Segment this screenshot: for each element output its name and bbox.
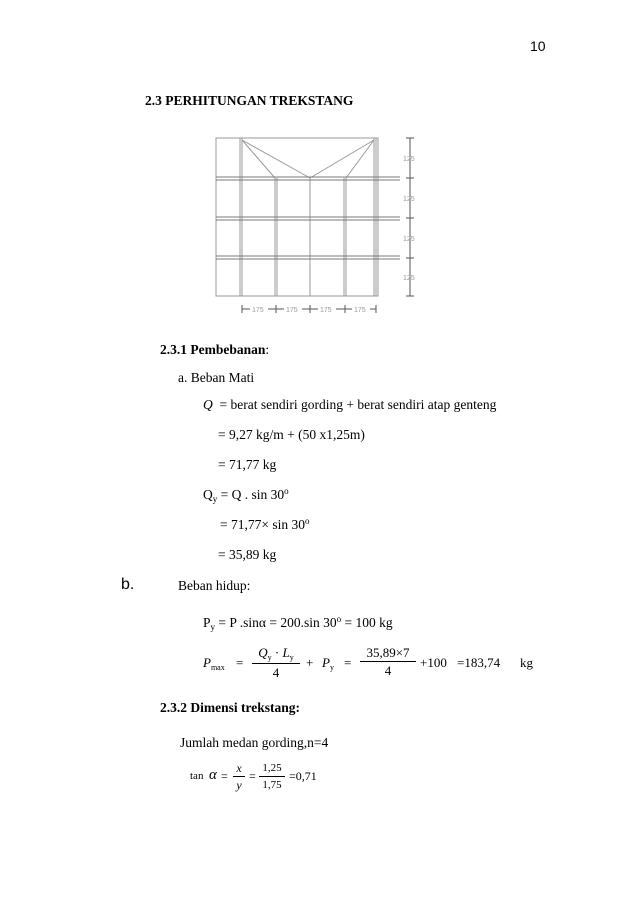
pmax-frac1-q-sub: y	[267, 653, 272, 662]
tan-frac1-bar	[233, 776, 245, 777]
pmax-frac2-denominator: 4	[384, 663, 392, 678]
qy-calc-degree: o	[304, 516, 310, 526]
tan-frac2-numerator: 1,25	[262, 762, 282, 774]
hdim-1: 175	[252, 307, 264, 314]
pmax-unit: kg	[520, 655, 533, 670]
subsection-pembebanan-title: 2.3.1 Pembebanan	[160, 342, 266, 357]
tan-frac1-numerator: x	[236, 761, 242, 775]
qy-result-line: = 35,89 kg	[218, 547, 277, 562]
diagonal-2	[242, 140, 310, 178]
tan-result: =0,71	[289, 769, 317, 783]
q-calc-line: = 9,27 kg/m + (50 x1,25m)	[218, 427, 365, 442]
pmax-frac1-q: Q	[258, 645, 268, 660]
subsection-pembebanan	[160, 342, 269, 358]
b-marker: b.	[121, 576, 135, 593]
q-definition-text: = berat sendiri gording + berat sendiri atap genteng	[219, 397, 497, 412]
hdim-2: 175	[286, 307, 298, 314]
pmax-eq2: =	[344, 655, 352, 670]
q-symbol: Q	[203, 397, 213, 412]
tan-eq1: =	[221, 769, 228, 783]
qy-rest: = Q . sin 30	[217, 487, 285, 502]
pmax-lhs	[203, 655, 225, 671]
qy-degree: o	[284, 486, 289, 496]
tan-frac1-denominator: y	[236, 778, 242, 792]
diagonal-1	[242, 140, 275, 178]
qy-formula	[203, 487, 289, 503]
pmax-frac1-numerator	[252, 645, 300, 662]
trekstang-layout-figure	[200, 128, 440, 322]
pmax-py-symbol: P	[322, 655, 330, 670]
tan-frac2-bar	[259, 776, 285, 777]
pmax-fraction-2	[360, 645, 416, 678]
beban-mati-label: a. Beban Mati	[178, 370, 255, 385]
tan-fraction-2	[259, 761, 285, 792]
page-number: 10	[530, 38, 546, 54]
pmax-frac1-l: L	[282, 645, 290, 660]
pmax-frac1-bar	[252, 663, 300, 664]
pmax-symbol: P	[203, 655, 211, 670]
diagonal-3	[310, 140, 374, 178]
q-definition	[203, 397, 496, 413]
vdim-3: 125	[403, 236, 415, 243]
pmax-subscript: max	[210, 663, 225, 672]
py-degree: o	[336, 614, 342, 624]
hdim-4: 175	[354, 307, 366, 314]
vdim-4: 125	[403, 275, 415, 282]
py-tail: = 100 kg	[341, 615, 393, 630]
tan-fraction-1	[233, 761, 245, 792]
pmax-frac2-bar	[360, 661, 416, 662]
vdim-1: 125	[403, 156, 415, 163]
tan-frac2-denominator: 1,75	[262, 779, 282, 791]
pmax-plus1: +	[306, 655, 314, 670]
tan-eq2: =	[249, 769, 256, 783]
jumlah-medan-gording: Jumlah medan gording,n=4	[180, 735, 329, 750]
section-title: 2.3 PERHITUNGAN TREKSTANG	[145, 93, 354, 108]
vdim-2: 125	[403, 196, 415, 203]
pmax-py-sub: y	[329, 663, 334, 672]
q-result-line: = 71,77 kg	[218, 457, 277, 472]
pmax-py	[322, 655, 334, 671]
pmax-frac1-denominator: 4	[272, 665, 280, 680]
qy-calc-line	[220, 517, 309, 533]
pmax-fraction-1	[252, 645, 300, 680]
qy-sub: y	[212, 494, 218, 504]
qy-base: Q	[203, 487, 213, 502]
py-sub: y	[210, 622, 216, 632]
pmax-eq1: =	[236, 655, 244, 670]
pmax-frac1-dot: ·	[274, 645, 280, 660]
py-base: P	[203, 615, 211, 630]
tan-label: tan	[190, 770, 204, 782]
py-rest: = P .sinα = 200.sin 30	[215, 615, 337, 630]
pmax-result: =183,74	[457, 655, 501, 670]
py-formula	[203, 615, 393, 631]
subsection-dimensi-trekstang: 2.3.2 Dimensi trekstang:	[160, 700, 300, 715]
alpha-symbol: α	[209, 767, 217, 783]
pmax-frac1-l-sub: y	[289, 653, 294, 662]
qy-calc-text: = 71,77× sin 30	[220, 517, 305, 532]
diagonal-4	[346, 140, 374, 178]
subsection-pembebanan-colon: :	[265, 342, 270, 357]
pmax-frac2-numerator: 35,89×7	[366, 645, 410, 660]
pmax-plus2: +100	[420, 655, 447, 670]
beban-hidup-label: Beban hidup:	[178, 578, 251, 593]
hdim-3: 175	[320, 307, 332, 314]
